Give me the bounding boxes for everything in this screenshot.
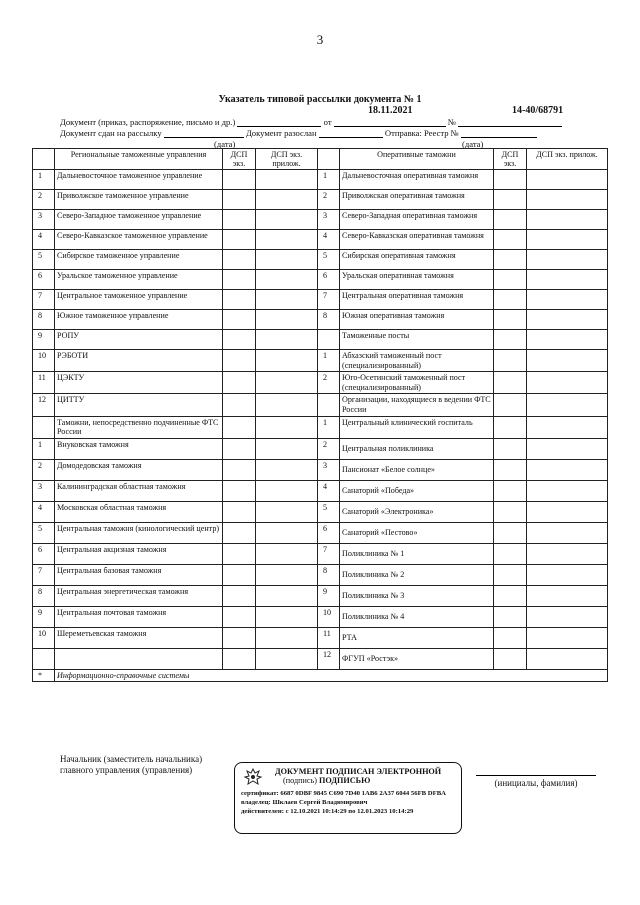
row-right-dsp-pril — [527, 372, 608, 394]
row-right-name: Сибирская оперативная таможня — [340, 250, 494, 270]
table-row — [33, 394, 608, 416]
row-right-name: Поликлиника № 2 — [340, 564, 494, 585]
row-left-name: Приволжское таможенное управление — [55, 190, 223, 210]
row-left-dsp-ekz — [223, 543, 256, 564]
row-left-name: ЦЭКТУ — [55, 372, 223, 394]
row-right-name: Центральная поликлиника — [340, 438, 494, 459]
table-row — [33, 480, 608, 501]
row-right-dsp-pril — [527, 480, 608, 501]
emblem-icon — [243, 768, 263, 786]
row-right-dsp-pril — [527, 350, 608, 372]
row-left-dsp-pril — [256, 416, 318, 438]
row-left-dsp-pril — [256, 438, 318, 459]
row-left-dsp-pril — [256, 606, 318, 627]
registry-field — [461, 128, 537, 138]
row-right-number: 5 — [318, 250, 340, 270]
header-left-num — [33, 149, 55, 170]
handed-field — [164, 128, 244, 138]
table-row — [33, 585, 608, 606]
row-left-name: Таможни, непосредственно подчиненные ФТС России — [55, 416, 223, 438]
row-right-dsp-pril — [527, 290, 608, 310]
row-right-name: ФГУП «Ростэк» — [340, 648, 494, 669]
row-left-dsp-pril — [256, 290, 318, 310]
row-right-dsp-pril — [527, 170, 608, 190]
row-left-dsp-ekz — [223, 372, 256, 394]
row-left-name: Южное таможенное управление — [55, 310, 223, 330]
row-right-name: Санаторий «Пестово» — [340, 522, 494, 543]
row-right-number — [318, 330, 340, 350]
row-right-dsp-pril — [527, 270, 608, 290]
row-right-dsp-pril — [527, 190, 608, 210]
row-left-dsp-pril — [256, 250, 318, 270]
table-row — [33, 270, 608, 290]
row-right-name: Северо-Кавказская оперативная таможня — [340, 230, 494, 250]
row-right-dsp-ekz — [494, 606, 527, 627]
row-right-number: 1 — [318, 170, 340, 190]
from-field — [334, 117, 446, 127]
row-left-number: 9 — [33, 330, 55, 350]
row-left-dsp-ekz — [223, 522, 256, 543]
row-right-dsp-ekz — [494, 564, 527, 585]
row-right-dsp-pril — [527, 522, 608, 543]
row-left-dsp-pril — [256, 190, 318, 210]
row-right-number: 2 — [318, 438, 340, 459]
table-row — [33, 627, 608, 648]
row-left-dsp-pril — [256, 585, 318, 606]
row-left-name — [55, 648, 223, 669]
row-left-dsp-ekz — [223, 350, 256, 372]
table-row — [33, 372, 608, 394]
initials-block — [476, 775, 596, 788]
table-row — [33, 230, 608, 250]
header-dsp-ekz-left: ДСП экз. — [223, 149, 256, 170]
document-number: 14-40/68791 — [512, 105, 564, 116]
stamp-header-word: ПОДПИСЬЮ — [319, 776, 371, 785]
row-left-dsp-pril — [256, 310, 318, 330]
row-left-name: Калининградская областная таможня — [55, 480, 223, 501]
table-row — [33, 190, 608, 210]
stamp-certificate: сертификат: 6687 0DBF 9845 C690 7D40 1AB6 2A37 6044 56FB DFBA — [241, 790, 447, 797]
row-left-name: Центральная энергетическая таможня — [55, 585, 223, 606]
row-right-name: Центральная оперативная таможня — [340, 290, 494, 310]
row-right-number: 7 — [318, 290, 340, 310]
row-left-dsp-ekz — [223, 501, 256, 522]
row-left-dsp-pril — [256, 170, 318, 190]
row-left-name: Сибирское таможенное управление — [55, 250, 223, 270]
row-left-dsp-pril — [256, 270, 318, 290]
document-type-field — [237, 117, 321, 127]
row-right-dsp-ekz — [494, 522, 527, 543]
footer-text: Информационно-справочные системы — [55, 669, 608, 682]
stamp-body — [241, 789, 455, 816]
row-left-number: 8 — [33, 310, 55, 330]
row-left-number: 7 — [33, 290, 55, 310]
row-left-dsp-pril — [256, 501, 318, 522]
row-left-dsp-pril — [256, 210, 318, 230]
distribution-table — [32, 148, 608, 682]
table-header — [33, 149, 608, 170]
number-label: № — [447, 117, 457, 127]
row-right-name: Приволжская оперативная таможня — [340, 190, 494, 210]
row-left-dsp-pril — [256, 543, 318, 564]
row-left-number: 5 — [33, 522, 55, 543]
table-row — [33, 330, 608, 350]
row-right-name: Южная оперативная таможня — [340, 310, 494, 330]
row-left-number: 6 — [33, 270, 55, 290]
row-left-dsp-ekz — [223, 648, 256, 669]
row-left-name: Уральское таможенное управление — [55, 270, 223, 290]
row-right-dsp-ekz — [494, 250, 527, 270]
row-right-dsp-ekz — [494, 270, 527, 290]
row-right-dsp-pril — [527, 310, 608, 330]
document-type-line — [60, 117, 562, 127]
table-row — [33, 501, 608, 522]
row-left-name: Внуковская таможня — [55, 438, 223, 459]
row-left-name: РОПУ — [55, 330, 223, 350]
row-left-number: 3 — [33, 210, 55, 230]
row-right-number: 11 — [318, 627, 340, 648]
row-left-dsp-ekz — [223, 564, 256, 585]
signatory-role-line1: Начальник (заместитель начальника) — [60, 754, 203, 764]
row-left-number: 9 — [33, 606, 55, 627]
row-left-dsp-pril — [256, 480, 318, 501]
row-right-dsp-ekz — [494, 438, 527, 459]
signatory-block — [60, 754, 202, 776]
table-row — [33, 250, 608, 270]
from-label: от — [323, 117, 332, 127]
row-left-number: 12 — [33, 394, 55, 416]
table-row — [33, 170, 608, 190]
table-row — [33, 416, 608, 438]
row-right-dsp-ekz — [494, 501, 527, 522]
row-left-number: 1 — [33, 438, 55, 459]
row-left-dsp-ekz — [223, 459, 256, 480]
row-right-name: Поликлиника № 4 — [340, 606, 494, 627]
row-right-dsp-pril — [527, 210, 608, 230]
row-right-dsp-ekz — [494, 459, 527, 480]
row-right-dsp-pril — [527, 459, 608, 480]
row-right-name: Поликлиника № 1 — [340, 543, 494, 564]
table-row — [33, 564, 608, 585]
row-left-dsp-ekz — [223, 606, 256, 627]
row-left-number: 10 — [33, 627, 55, 648]
row-right-dsp-ekz — [494, 543, 527, 564]
row-right-dsp-pril — [527, 438, 608, 459]
row-left-number: 5 — [33, 250, 55, 270]
document-type-label: Документ (приказ, распоряжение, письмо и др.) — [60, 117, 236, 127]
row-right-dsp-ekz — [494, 350, 527, 372]
document-title: Указатель типовой рассылки документа № 1 — [218, 94, 422, 105]
footer-mark: * — [33, 669, 55, 682]
row-left-number: 4 — [33, 230, 55, 250]
row-right-number: 6 — [318, 270, 340, 290]
row-right-number: 5 — [318, 501, 340, 522]
row-left-dsp-ekz — [223, 330, 256, 350]
row-left-dsp-ekz — [223, 190, 256, 210]
row-left-dsp-ekz — [223, 170, 256, 190]
row-left-name: Дальневосточное таможенное управление — [55, 170, 223, 190]
row-left-number: 10 — [33, 350, 55, 372]
row-right-dsp-ekz — [494, 648, 527, 669]
page-number: 3 — [316, 32, 324, 47]
row-right-dsp-ekz — [494, 170, 527, 190]
stamp-header-line2 — [275, 776, 441, 785]
row-right-number: 12 — [318, 648, 340, 669]
row-right-dsp-ekz — [494, 372, 527, 394]
row-right-number: 7 — [318, 543, 340, 564]
row-right-name: Дальневосточная оперативная таможня — [340, 170, 494, 190]
row-left-dsp-pril — [256, 330, 318, 350]
row-left-dsp-pril — [256, 522, 318, 543]
row-right-name: РТА — [340, 627, 494, 648]
signatory-role-line2: главного управления (управления) — [60, 765, 193, 775]
row-left-name: Центральная акцизная таможня — [55, 543, 223, 564]
stamp-validity: действителен: с 12.10.2021 10:14:29 по 12.01.2023 10:14:29 — [241, 808, 414, 815]
table-row — [33, 459, 608, 480]
row-left-dsp-ekz — [223, 270, 256, 290]
row-right-number: 9 — [318, 585, 340, 606]
row-right-number — [318, 394, 340, 416]
row-left-dsp-ekz — [223, 230, 256, 250]
row-right-dsp-pril — [527, 543, 608, 564]
row-left-dsp-ekz — [223, 310, 256, 330]
registry-label: Отправка: Реестр № — [384, 128, 459, 138]
row-left-dsp-ekz — [223, 394, 256, 416]
initials-caption: (инициалы, фамилия) — [476, 775, 596, 788]
row-left-dsp-pril — [256, 394, 318, 416]
row-right-dsp-ekz — [494, 310, 527, 330]
row-left-number: 2 — [33, 190, 55, 210]
row-left-dsp-pril — [256, 627, 318, 648]
row-right-dsp-pril — [527, 416, 608, 438]
row-right-dsp-ekz — [494, 480, 527, 501]
row-right-dsp-pril — [527, 230, 608, 250]
row-left-name: Северо-Кавказское таможенное управление — [55, 230, 223, 250]
row-left-dsp-pril — [256, 648, 318, 669]
row-right-name: Центральный клинический госпиталь — [340, 416, 494, 438]
row-left-number: 6 — [33, 543, 55, 564]
row-left-dsp-pril — [256, 564, 318, 585]
row-right-dsp-pril — [527, 250, 608, 270]
row-left-name: Шереметьевская таможня — [55, 627, 223, 648]
row-left-number: 8 — [33, 585, 55, 606]
row-right-name: Северо-Западная оперативная таможня — [340, 210, 494, 230]
row-left-name: Центральная базовая таможня — [55, 564, 223, 585]
sent-field — [319, 128, 383, 138]
row-left-dsp-pril — [256, 459, 318, 480]
row-right-dsp-ekz — [494, 210, 527, 230]
stamp-header — [275, 767, 441, 785]
date-caption-right: (дата) — [462, 139, 484, 149]
row-right-dsp-ekz — [494, 190, 527, 210]
table-row — [33, 210, 608, 230]
row-right-number: 4 — [318, 480, 340, 501]
row-right-dsp-ekz — [494, 394, 527, 416]
row-left-dsp-pril — [256, 230, 318, 250]
table-row — [33, 543, 608, 564]
number-field — [458, 117, 562, 127]
row-right-name: Абхазский таможенный пост (специализированный) — [340, 350, 494, 372]
row-right-number: 2 — [318, 190, 340, 210]
row-left-number — [33, 416, 55, 438]
row-left-dsp-ekz — [223, 627, 256, 648]
row-right-dsp-ekz — [494, 627, 527, 648]
row-right-number: 3 — [318, 459, 340, 480]
row-left-number: 2 — [33, 459, 55, 480]
sent-label: Документ разослан — [245, 128, 317, 138]
row-left-name: Московская областная таможня — [55, 501, 223, 522]
row-left-number: 7 — [33, 564, 55, 585]
e-signature-stamp — [234, 762, 462, 834]
row-right-number: 8 — [318, 564, 340, 585]
row-right-number: 2 — [318, 372, 340, 394]
row-right-number: 6 — [318, 522, 340, 543]
row-right-dsp-ekz — [494, 416, 527, 438]
table-row — [33, 290, 608, 310]
table-row — [33, 522, 608, 543]
table-row-footer — [33, 669, 608, 682]
table-row — [33, 310, 608, 330]
row-left-name: Центральная почтовая таможня — [55, 606, 223, 627]
dispatch-line — [60, 128, 537, 138]
header-operative: Оперативные таможни — [340, 149, 494, 170]
row-left-number — [33, 648, 55, 669]
row-right-number: 10 — [318, 606, 340, 627]
header-dsp-pril-right: ДСП экз. прилож. — [527, 149, 608, 170]
header-dsp-ekz-right: ДСП экз. — [494, 149, 527, 170]
row-left-name: Центральное таможенное управление — [55, 290, 223, 310]
row-right-name: Юго-Осетинский таможенный пост (специализированный) — [340, 372, 494, 394]
row-right-name: Поликлиника № 3 — [340, 585, 494, 606]
row-right-dsp-pril — [527, 564, 608, 585]
row-right-dsp-ekz — [494, 230, 527, 250]
row-left-number: 4 — [33, 501, 55, 522]
row-left-dsp-pril — [256, 372, 318, 394]
table-row — [33, 606, 608, 627]
signature-caption: (подпись) — [283, 776, 317, 785]
row-right-number: 4 — [318, 230, 340, 250]
header-regional: Региональные таможенные управления — [55, 149, 223, 170]
document-date: 18.11.2021 — [368, 105, 413, 116]
row-right-dsp-pril — [527, 330, 608, 350]
row-left-number: 11 — [33, 372, 55, 394]
row-left-name: Центральная таможня (кинологический центр) — [55, 522, 223, 543]
header-dsp-pril-left: ДСП экз. прилож. — [256, 149, 318, 170]
row-right-name: Пансионат «Белое солнце» — [340, 459, 494, 480]
row-right-dsp-pril — [527, 394, 608, 416]
table-row — [33, 438, 608, 459]
row-left-dsp-ekz — [223, 250, 256, 270]
row-right-dsp-pril — [527, 585, 608, 606]
row-right-dsp-pril — [527, 501, 608, 522]
row-left-number: 3 — [33, 480, 55, 501]
row-right-number: 8 — [318, 310, 340, 330]
handed-label: Документ сдан на рассылку — [60, 128, 162, 138]
row-left-dsp-ekz — [223, 438, 256, 459]
row-right-dsp-pril — [527, 648, 608, 669]
row-right-dsp-pril — [527, 627, 608, 648]
row-right-name: Санаторий «Электроника» — [340, 501, 494, 522]
header-right-num — [318, 149, 340, 170]
row-left-dsp-ekz — [223, 290, 256, 310]
row-right-dsp-ekz — [494, 290, 527, 310]
row-right-name: Санаторий «Победа» — [340, 480, 494, 501]
row-left-dsp-ekz — [223, 210, 256, 230]
row-right-name: Таможенные посты — [340, 330, 494, 350]
row-left-dsp-ekz — [223, 480, 256, 501]
row-left-name: ЦИТТУ — [55, 394, 223, 416]
row-right-dsp-ekz — [494, 330, 527, 350]
row-right-dsp-ekz — [494, 585, 527, 606]
row-left-dsp-pril — [256, 350, 318, 372]
row-right-number: 1 — [318, 350, 340, 372]
row-left-dsp-ekz — [223, 416, 256, 438]
row-left-dsp-ekz — [223, 585, 256, 606]
row-right-name: Организации, находящиеся в ведении ФТС России — [340, 394, 494, 416]
row-left-name: Домодедовская таможня — [55, 459, 223, 480]
row-right-number: 1 — [318, 416, 340, 438]
row-left-name: Северо-Западное таможенное управление — [55, 210, 223, 230]
date-caption-left: (дата) — [214, 139, 236, 149]
stamp-header-line1: ДОКУМЕНТ ПОДПИСАН ЭЛЕКТРОННОЙ — [275, 767, 442, 776]
row-left-number: 1 — [33, 170, 55, 190]
stamp-owner: владелец: Шклаев Сергей Владимирович — [241, 799, 368, 806]
row-left-name: РЭБОТИ — [55, 350, 223, 372]
table-row — [33, 350, 608, 372]
row-right-name: Уральская оперативная таможня — [340, 270, 494, 290]
row-right-number: 3 — [318, 210, 340, 230]
row-right-dsp-pril — [527, 606, 608, 627]
table-row — [33, 648, 608, 669]
